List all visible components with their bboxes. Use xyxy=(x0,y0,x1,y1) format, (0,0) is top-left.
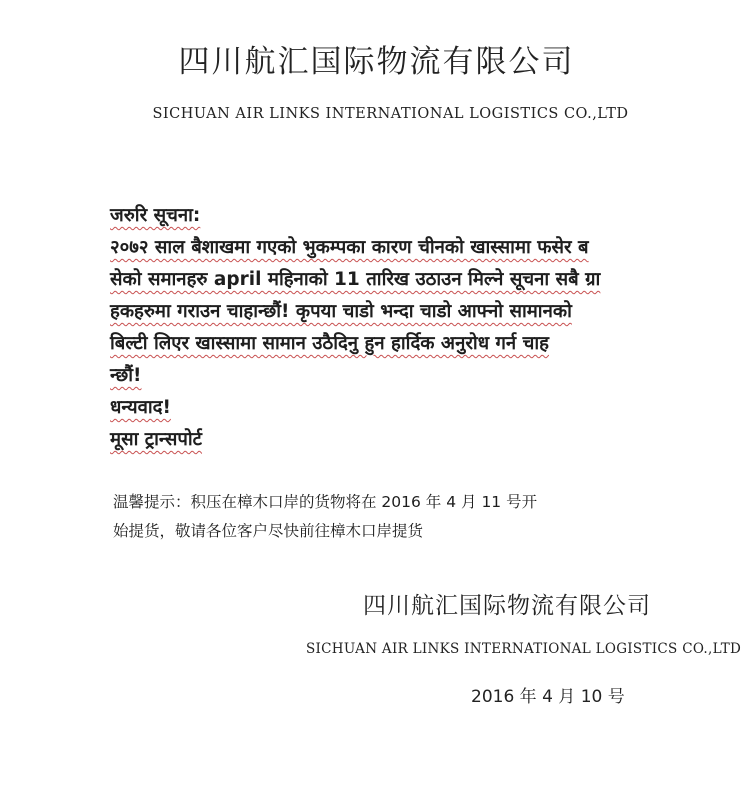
signature-date: 2016 年 4 月 10 号 xyxy=(471,687,625,707)
notice-line: २०७२ साल बैशाखमा गएको भुकम्पका कारण चीनको खास्सामा फसेर ब xyxy=(110,237,589,258)
notice-title: जरुरि सूचना: xyxy=(110,205,201,226)
header-company-name-en: SICHUAN AIR LINKS INTERNATIONAL LOGISTICS CO.,LTD xyxy=(152,106,629,122)
notice-line: हकहरुमा गराउन चाहान्छौं! कृपया चाडो भन्दा चाडो आफ्नो सामानको xyxy=(110,301,572,322)
notice-line: सेको समानहरु april महिनाको 11 तारिख उठाउन मिल्ने सूचना सबै ग्रा xyxy=(110,269,601,290)
chinese-notice-line: 始提货，敬请各位客户尽快前往樟木口岸提货 xyxy=(113,522,424,540)
notice-sender: मूसा ट्रान्सपोर्ट xyxy=(110,429,203,450)
signature-company-name-en: SICHUAN AIR LINKS INTERNATIONAL LOGISTICS CO.,LTD xyxy=(306,641,742,657)
notice-thanks: धन्यवाद! xyxy=(110,397,171,418)
notice-line: न्छौं! xyxy=(110,365,142,386)
header-company-name-cn: 四川航汇国际物流有限公司 xyxy=(178,44,575,80)
nepali-notice xyxy=(110,200,670,456)
chinese-notice-line: 温馨提示：积压在樟木口岸的货物将在 2016 年 4 月 11 号开 xyxy=(113,493,538,511)
notice-line: बिल्टी लिएर खास्सामा सामान उठैदिनु हुन हार्दिक अनुरोध गर्न चाह xyxy=(110,333,549,354)
signature-company-name-cn: 四川航汇国际物流有限公司 xyxy=(363,593,651,619)
chinese-notice xyxy=(113,488,643,546)
